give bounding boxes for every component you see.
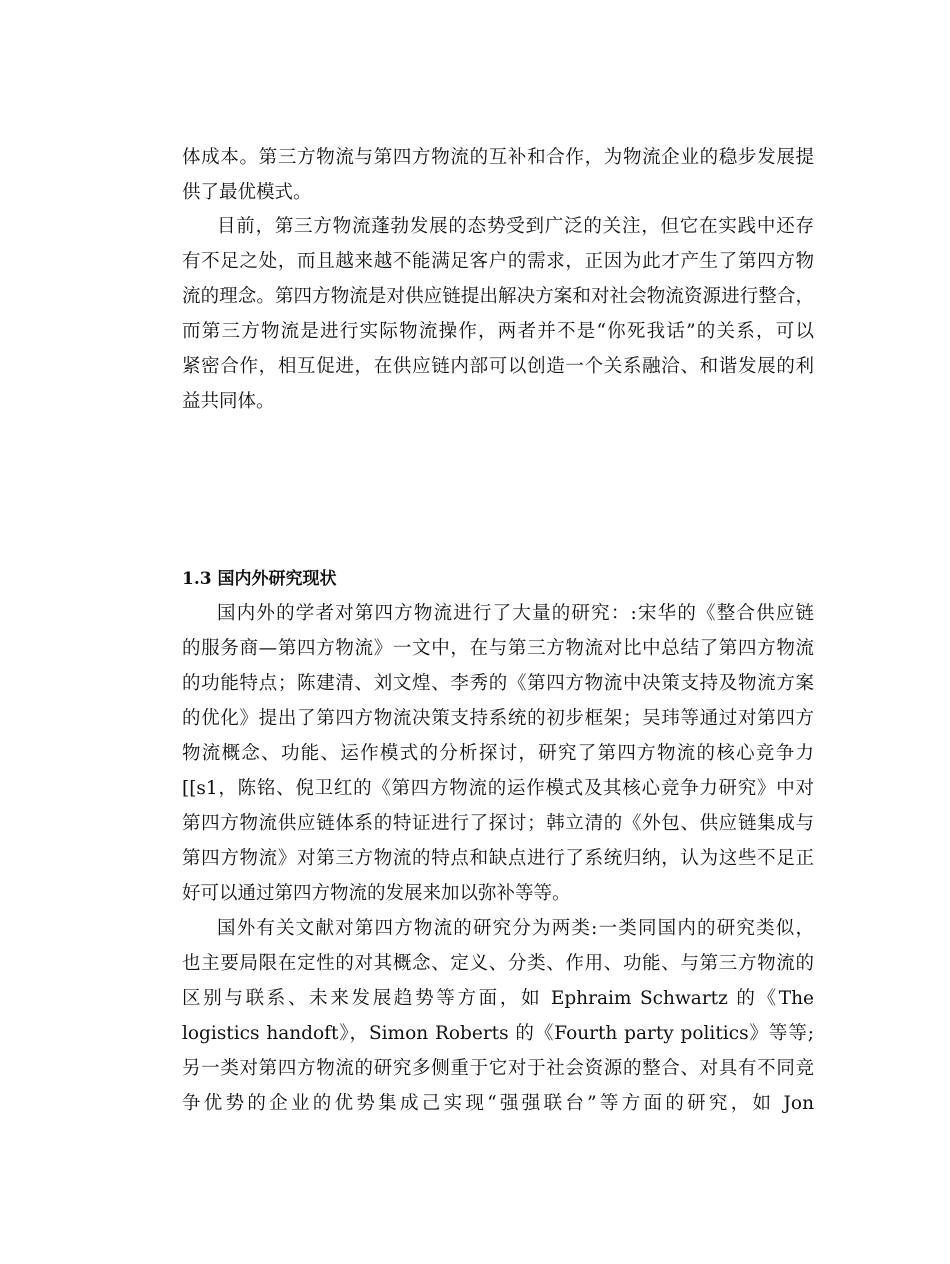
paragraph-line: [[s1，陈铭、倪卫红的《第四方物流的运作模式及其核心竞争力研究》中对 <box>182 778 814 799</box>
paragraph-line: 流的理念。第四方物流是对供应链提出解决方案和对社会物流资源进行整合， <box>182 286 814 307</box>
paragraph-line: 第四方物流供应链体系的特证进行了探讨；韩立清的《外包、供应链集成与 <box>182 813 814 834</box>
paragraph-line: 目前，第三方物流蓬勃发展的态势受到广泛的关注，但它在实践中还存 <box>217 216 814 237</box>
paragraph-line: 也主要局限在定性的对其概念、定义、分类、作用、功能、与第三方物流的 <box>182 953 814 974</box>
paragraph-line: 的优化》提出了第四方物流决策支持系统的初步框架；吴玮等通过对第四方 <box>182 708 814 729</box>
paragraph-line: 而第三方物流是进行实际物流操作，两者并不是“你死我话”的关系，可以 <box>182 321 814 342</box>
paragraph-line: 益共同体。 <box>182 391 275 412</box>
paragraph-line: 另一类对第四方物流的研究多侧重于它对于社会资源的整合、对具有不同竞 <box>182 1058 814 1079</box>
paragraph-line: 国外有关文献对第四方物流的研究分为两类:一类同国内的研究类似， <box>217 918 814 939</box>
section-heading: 1.3 国内外研究现状 <box>182 569 337 589</box>
paragraph-line: 的服务商—第四方物流》一文中，在与第三方物流对比中总结了第四方物流 <box>182 638 814 659</box>
paragraph-line: 紧密合作，相互促进，在供应链内部可以创造一个关系融洽、和谐发展的利 <box>182 356 814 377</box>
paragraph-line: 有不足之处，而且越来越不能满足客户的需求，正因为此才产生了第四方物 <box>182 251 814 272</box>
paragraph-line: logistics handoft》，Simon Roberts 的《Fourth party politics》等等; <box>182 1023 814 1044</box>
paragraph-line: 第四方物流》对第三方物流的特点和缺点进行了系统归纳，认为这些不足正 <box>182 848 814 869</box>
paragraph-line: 争优势的企业的优势集成己实现“强强联台”等方面的研究，如 Jon <box>182 1093 814 1114</box>
paragraph-line: 供了最优模式。 <box>182 182 312 203</box>
paragraph-line: 国内外的学者对第四方物流进行了大量的研究：:宋华的《整合供应链 <box>217 603 814 624</box>
paragraph-line: 体成本。第三方物流与第四方物流的互补和合作，为物流企业的稳步发展提 <box>182 147 814 168</box>
paragraph-line: 的功能特点；陈建清、刘文煌、李秀的《第四方物流中决策支持及物流方案 <box>182 673 814 694</box>
paragraph-line: 物流概念、功能、运作模式的分析探讨，研究了第四方物流的核心竞争力 <box>182 743 814 764</box>
paragraph-line: 好可以通过第四方物流的发展来加以弥补等等。 <box>182 883 571 904</box>
paragraph-line: 区别与联系、未来发展趋势等方面，如 Ephraim Schwartz 的《The <box>182 988 814 1009</box>
